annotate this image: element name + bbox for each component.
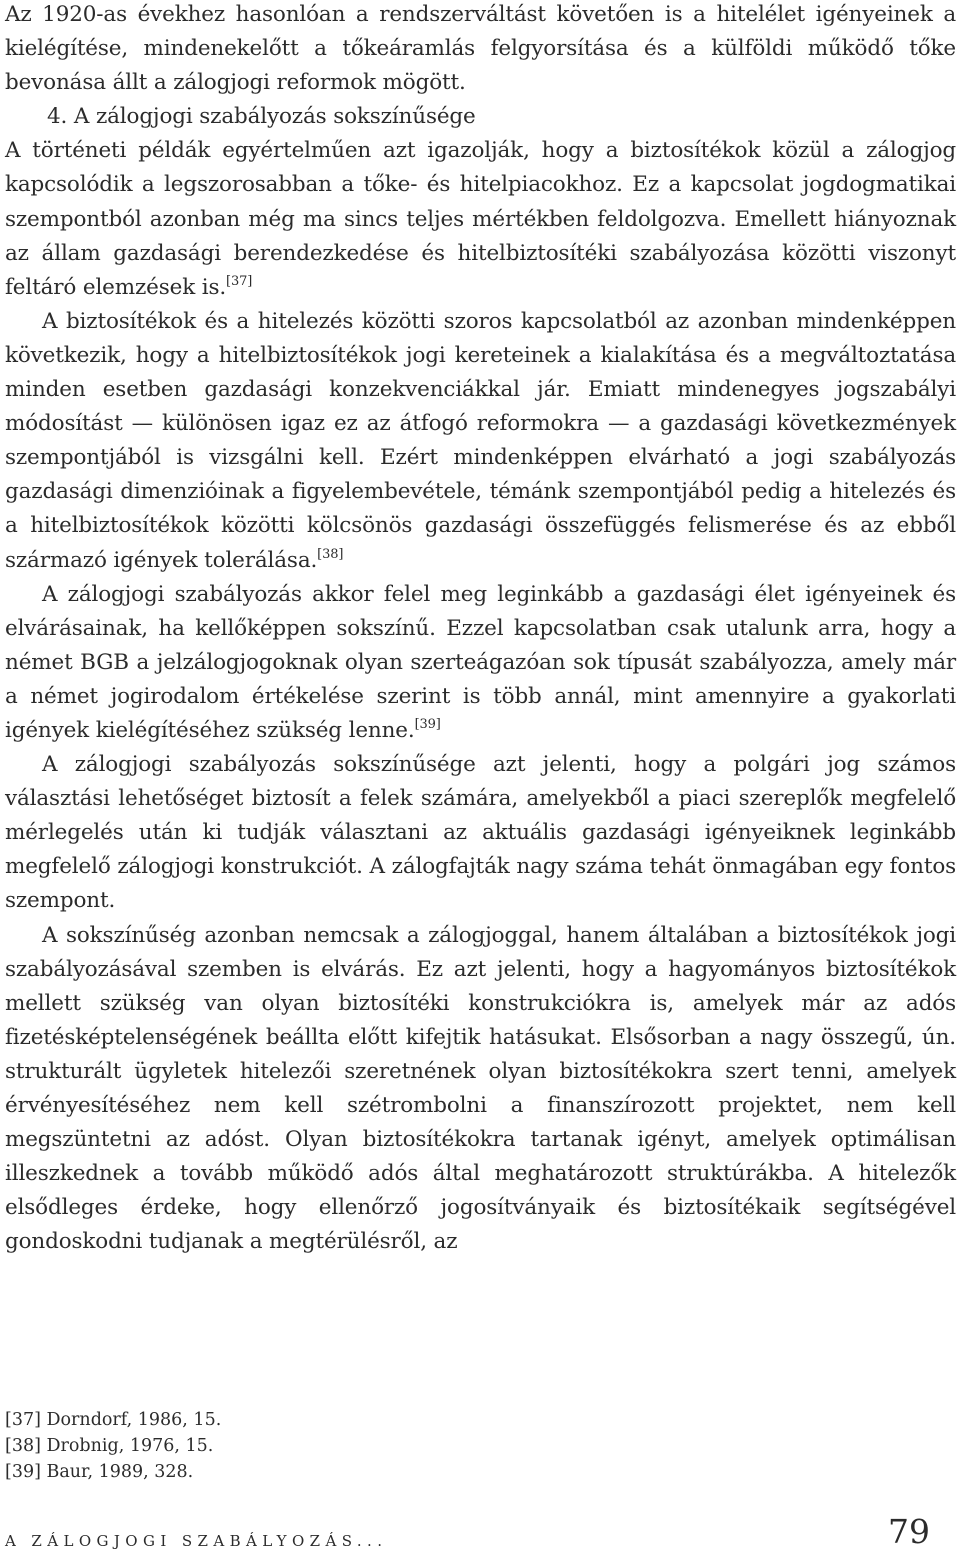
running-footer-title: A ZÁLOGJOGI SZABÁLYOZÁS... (5, 1532, 388, 1550)
paragraph-1: Az 1920-as évekhez hasonlóan a rendszerváltást követően is a hitelélet igényeinek a kielégítése, mindenekelőtt a tőkeáramlás felgyorsítása és a külföldi működő tőke bevonása állt a zálogjogi reformok mögött. (5, 2, 956, 96)
page-number: 79 (888, 1512, 930, 1551)
footnote-37: [37] Dorndorf, 1986, 15. (5, 1410, 222, 1430)
footnote-38: [38] Drobnig, 1976, 15. (5, 1436, 214, 1456)
paragraph-4 (5, 578, 956, 748)
paragraph-3-text: A biztosítékok és a hitelezés közötti szoros kapcsolatból az azonban mindenképpen következik, hogy a hitelbiztosítékok jogi kereteinek a kialakítása és a megváltoztatása minden esetben gazdasági konzekvenciákkal jár. Emiatt mindenegyes jogszabályi módosítást — különösen igaz ez az átfogó reformokra — a gazdasági következmények szempontjából is vizsgálni kell. Ezért mindenképpen elvárható a jogi szabályozás gazdasági dimenzióinak a figyelembevétele, témánk szempontjából pedig a hitelezés és a hitelbiztosítékok közötti kölcsönös gazdasági összefüggés felismerése és az ebből származó igények tolerálása. (5, 308, 956, 573)
footnote-ref-38[interactable]: [38] (317, 546, 344, 562)
body-text (5, 0, 956, 1259)
section-heading: 4. A zálogjogi szabályozás sokszínűsége (47, 104, 476, 130)
paragraph-4-text: A zálogjogi szabályozás akkor felel meg leginkább a gazdasági élet igényeinek és elvárásainak, ha kellőképpen sokszínű. Ezzel kapcsolatban csak utalunk arra, hogy a német BGB a jelzálogjogoknak olyan szerteágazóan sok típusát szabályozza, amely már a német jogirodalom értékelése szerint is több annál, mint amennyire a gyakorlati igények kielégítéséhez szükség lenne. (5, 581, 956, 743)
paragraph-3 (5, 305, 956, 578)
paragraph-6: A sokszínűség azonban nemcsak a zálogjoggal, hanem általában a biztosítékok jogi szabályozásával szemben is elvárás. Ez azt jelenti, hogy a hagyományos biztosítékok mellett szükség van olyan biztosítéki konstrukciókra is, amelyek már az adós fizetésképtelenségének beállta előtt kifejtik hatásukat. Elsősorban a nagy összegű, ún. strukturált ügyletek hitelezői szeretnének olyan biztosítékokra szert tenni, amelyek érvényesítéséhez nem kell szétrombolni a finanszírozott projektet, nem kell megszüntetni az adóst. Olyan biztosítékokra tartanak igényt, amelyek optimálisan illeszkednek a tovább működő adós által meghatározott struktúrákba. A hitelezők elsődleges érdeke, hogy ellenőrző jogosítványaik és biztosítékaik segítségével gondoskodni tudjanak a megtérülésről, az (5, 922, 956, 1255)
footnote-ref-39[interactable]: [39] (414, 716, 441, 732)
footnotes (5, 1407, 605, 1485)
footnote-ref-37[interactable]: [37] (226, 273, 253, 289)
paragraph-5: A zálogjogi szabályozás sokszínűsége azt jelenti, hogy a polgári jog számos választási lehetőséget biztosít a felek számára, amelyekből a piaci szereplők megfelelő mérlegelés után ki tudják választani az aktuális gazdasági igényeiknek leginkább megfelelő zálogjogi konstrukciót. A zálogfajták nagy száma tehát önmagában egy fontos szempont. (5, 752, 956, 914)
paragraph-2 (5, 134, 956, 304)
paragraph-2-text: A történeti példák egyértelműen azt igazolják, hogy a biztosítékok közül a zálogjog kapcsolódik a legszorosabban a tőke- és hitelpiacokhoz. Ez a kapcsolat jogdogmatikai szempontból azonban még ma sincs teljes mértékben feldolgozva. Emellett hiányoznak az állam gazdasági berendezkedése és hitelbiztosítéki szabályozása közötti viszonyt feltáró elemzések is. (5, 138, 956, 300)
footnote-39: [39] Baur, 1989, 328. (5, 1462, 194, 1482)
